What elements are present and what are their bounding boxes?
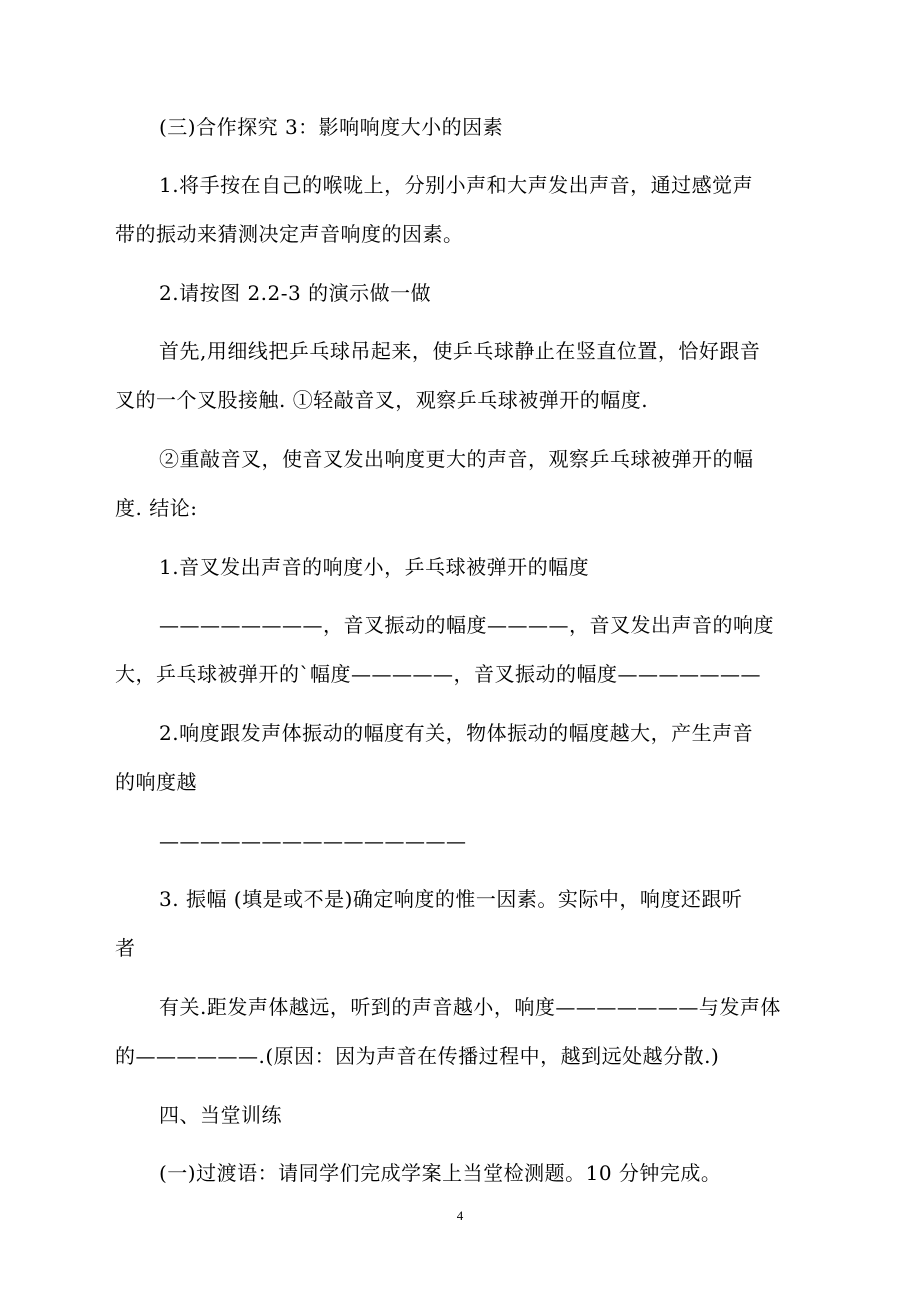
paragraph-line: 带的振动来猜测决定声音响度的因素。 [115,222,464,246]
section-heading-cooperative-inquiry-3: (三)合作探究 3：影响响度大小的因素 [159,115,504,139]
paragraph-line: ————————，音叉振动的幅度————，音叉发出声音的响度 [159,613,774,637]
paragraph-line: 3. 振幅 (填是或不是)确定响度的惟一因素。实际中，响度还跟听 [159,887,743,911]
paragraph-line: 大，乒乓球被弹开的`幅度—————，音叉振动的幅度——————— [115,662,761,686]
paragraph-line: 有关.距发声体越远，听到的声音越小，响度———————与发声体 [159,995,781,1019]
page-number: 4 [456,1208,464,1223]
paragraph-line: ②重敲音叉，使音叉发出响度更大的声音，观察乒乓球被弹开的幅 [159,447,754,471]
answer-blank-line: ——————————————— [159,829,467,853]
section-heading-in-class-practice: 四、当堂训练 [159,1103,282,1127]
paragraph-line: 叉的一个叉股接触. ①轻敲音叉，观察乒乓球被弹开的幅度. [115,388,649,412]
paragraph-line: 的——————.(原因：因为声音在传播过程中，越到远处越分散.) [115,1044,720,1068]
paragraph-line: 度. 结论: [115,496,198,520]
paragraph-line: 的响度越 [115,770,197,794]
paragraph-line: 1.将手按在自己的喉咙上，分别小声和大声发出声音，通过感觉声 [159,173,754,197]
paragraph-line: 2.响度跟发声体振动的幅度有关，物体振动的幅度越大，产生声音 [159,721,754,745]
paragraph-line: 2.请按图 2.2-3 的演示做一做 [159,281,432,305]
paragraph-line: (一)过渡语：请同学们完成学案上当堂检测题。10 分钟完成。 [159,1161,722,1185]
paragraph-line: 1.音叉发出声音的响度小，乒乓球被弹开的幅度 [159,555,590,579]
paragraph-line: 首先,用细线把乒乓球吊起来，使乒乓球静止在竖直位置，恰好跟音 [159,339,761,363]
paragraph-line: 者 [115,936,136,960]
